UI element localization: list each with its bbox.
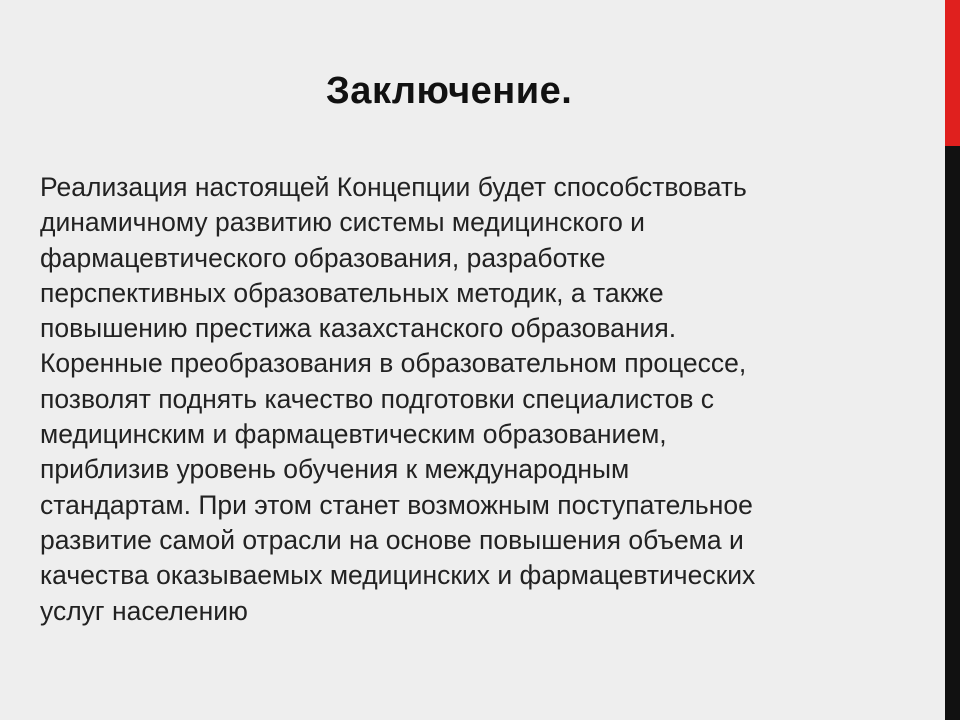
body-line: медицинским и фармацевтическим образованием, <box>40 419 667 450</box>
body-line: повышению престижа казахстанского образования. <box>40 313 677 344</box>
side-accent-red <box>945 0 960 146</box>
slide-body <box>40 170 920 629</box>
body-line: позволят поднять качество подготовки специалистов с <box>40 383 715 414</box>
body-line: фармацевтического образования, разработке <box>40 242 606 273</box>
body-line: стандартам. При этом станет возможным поступательное <box>40 489 753 520</box>
body-line: Реализация настоящей Концепции будет способствовать <box>40 172 747 202</box>
body-line: качества оказываемых медицинских и фармацевтических <box>40 560 756 591</box>
body-line: приблизив уровень обучения к международным <box>40 454 630 485</box>
side-accent-bar <box>945 0 960 720</box>
body-line: динамичному развитию системы медицинского и <box>40 207 645 238</box>
side-accent-dark <box>945 146 960 720</box>
body-line: перспективных образовательных методик, а также <box>40 277 664 308</box>
slide-title: Заключение. <box>326 70 573 112</box>
body-line: услуг населению <box>40 595 248 626</box>
body-line: развитие самой отрасли на основе повышения объема и <box>40 524 744 555</box>
body-line: Коренные преобразования в образовательном процессе, <box>40 348 747 379</box>
